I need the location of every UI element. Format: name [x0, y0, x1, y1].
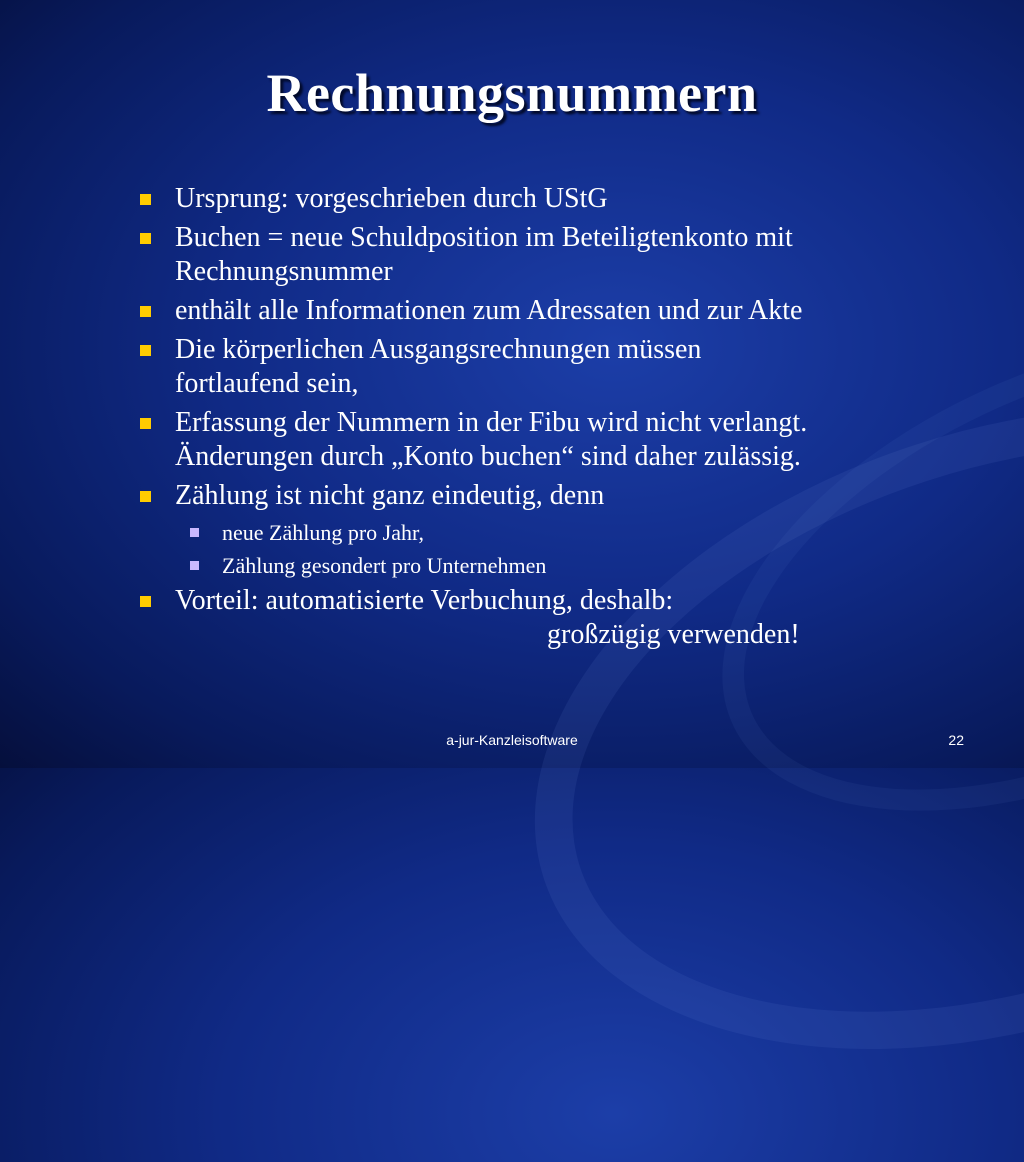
- bullet-text-continued: großzügig verwenden!: [547, 619, 800, 650]
- square-bullet-icon: [140, 345, 151, 356]
- bullet-text: Zählung ist nicht ganz eindeutig, denn: [175, 480, 605, 511]
- bullet-item: [138, 584, 998, 652]
- sub-bullet-item: [138, 518, 998, 548]
- square-bullet-icon: [140, 418, 151, 429]
- bullet-item: [138, 294, 998, 328]
- bullet-text: Die körperlichen Ausgangsrechnungen müssen: [175, 334, 702, 365]
- bullet-text: Ursprung: vorgeschrieben durch UStG: [175, 183, 608, 214]
- sub-bullet-text: Zählung gesondert pro Unternehmen: [222, 553, 547, 578]
- bullet-text-continued: fortlaufend sein,: [175, 368, 359, 399]
- bullet-text-continued: Rechnungsnummer: [175, 256, 393, 287]
- slide-title: Rechnungsnummern: [266, 63, 758, 123]
- bullet-item: [138, 406, 998, 474]
- sub-bullet-text: neue Zählung pro Jahr,: [222, 520, 424, 545]
- square-bullet-icon: [190, 561, 199, 570]
- page-number: 22: [948, 732, 964, 748]
- square-bullet-icon: [140, 491, 151, 502]
- square-bullet-icon: [140, 233, 151, 244]
- sub-bullet-item: [138, 551, 998, 581]
- square-bullet-icon: [190, 528, 199, 537]
- bullet-list: [138, 182, 998, 657]
- bullet-text: Buchen = neue Schuldposition im Beteiligtenkonto mit: [175, 222, 793, 253]
- bullet-item: [138, 479, 998, 513]
- footer-text: a-jur-Kanzleisoftware: [446, 732, 578, 748]
- bullet-text-continued: Änderungen durch „Konto buchen“ sind daher zulässig.: [175, 441, 801, 472]
- square-bullet-icon: [140, 596, 151, 607]
- bullet-item: [138, 333, 998, 401]
- bullet-item: [138, 182, 998, 216]
- bullet-text: enthält alle Informationen zum Adressaten und zur Akte: [175, 295, 803, 326]
- square-bullet-icon: [140, 306, 151, 317]
- square-bullet-icon: [140, 194, 151, 205]
- bullet-text: Vorteil: automatisierte Verbuchung, deshalb:: [175, 585, 674, 616]
- bullet-text: Erfassung der Nummern in der Fibu wird nicht verlangt.: [175, 407, 808, 438]
- bullet-item: [138, 221, 998, 289]
